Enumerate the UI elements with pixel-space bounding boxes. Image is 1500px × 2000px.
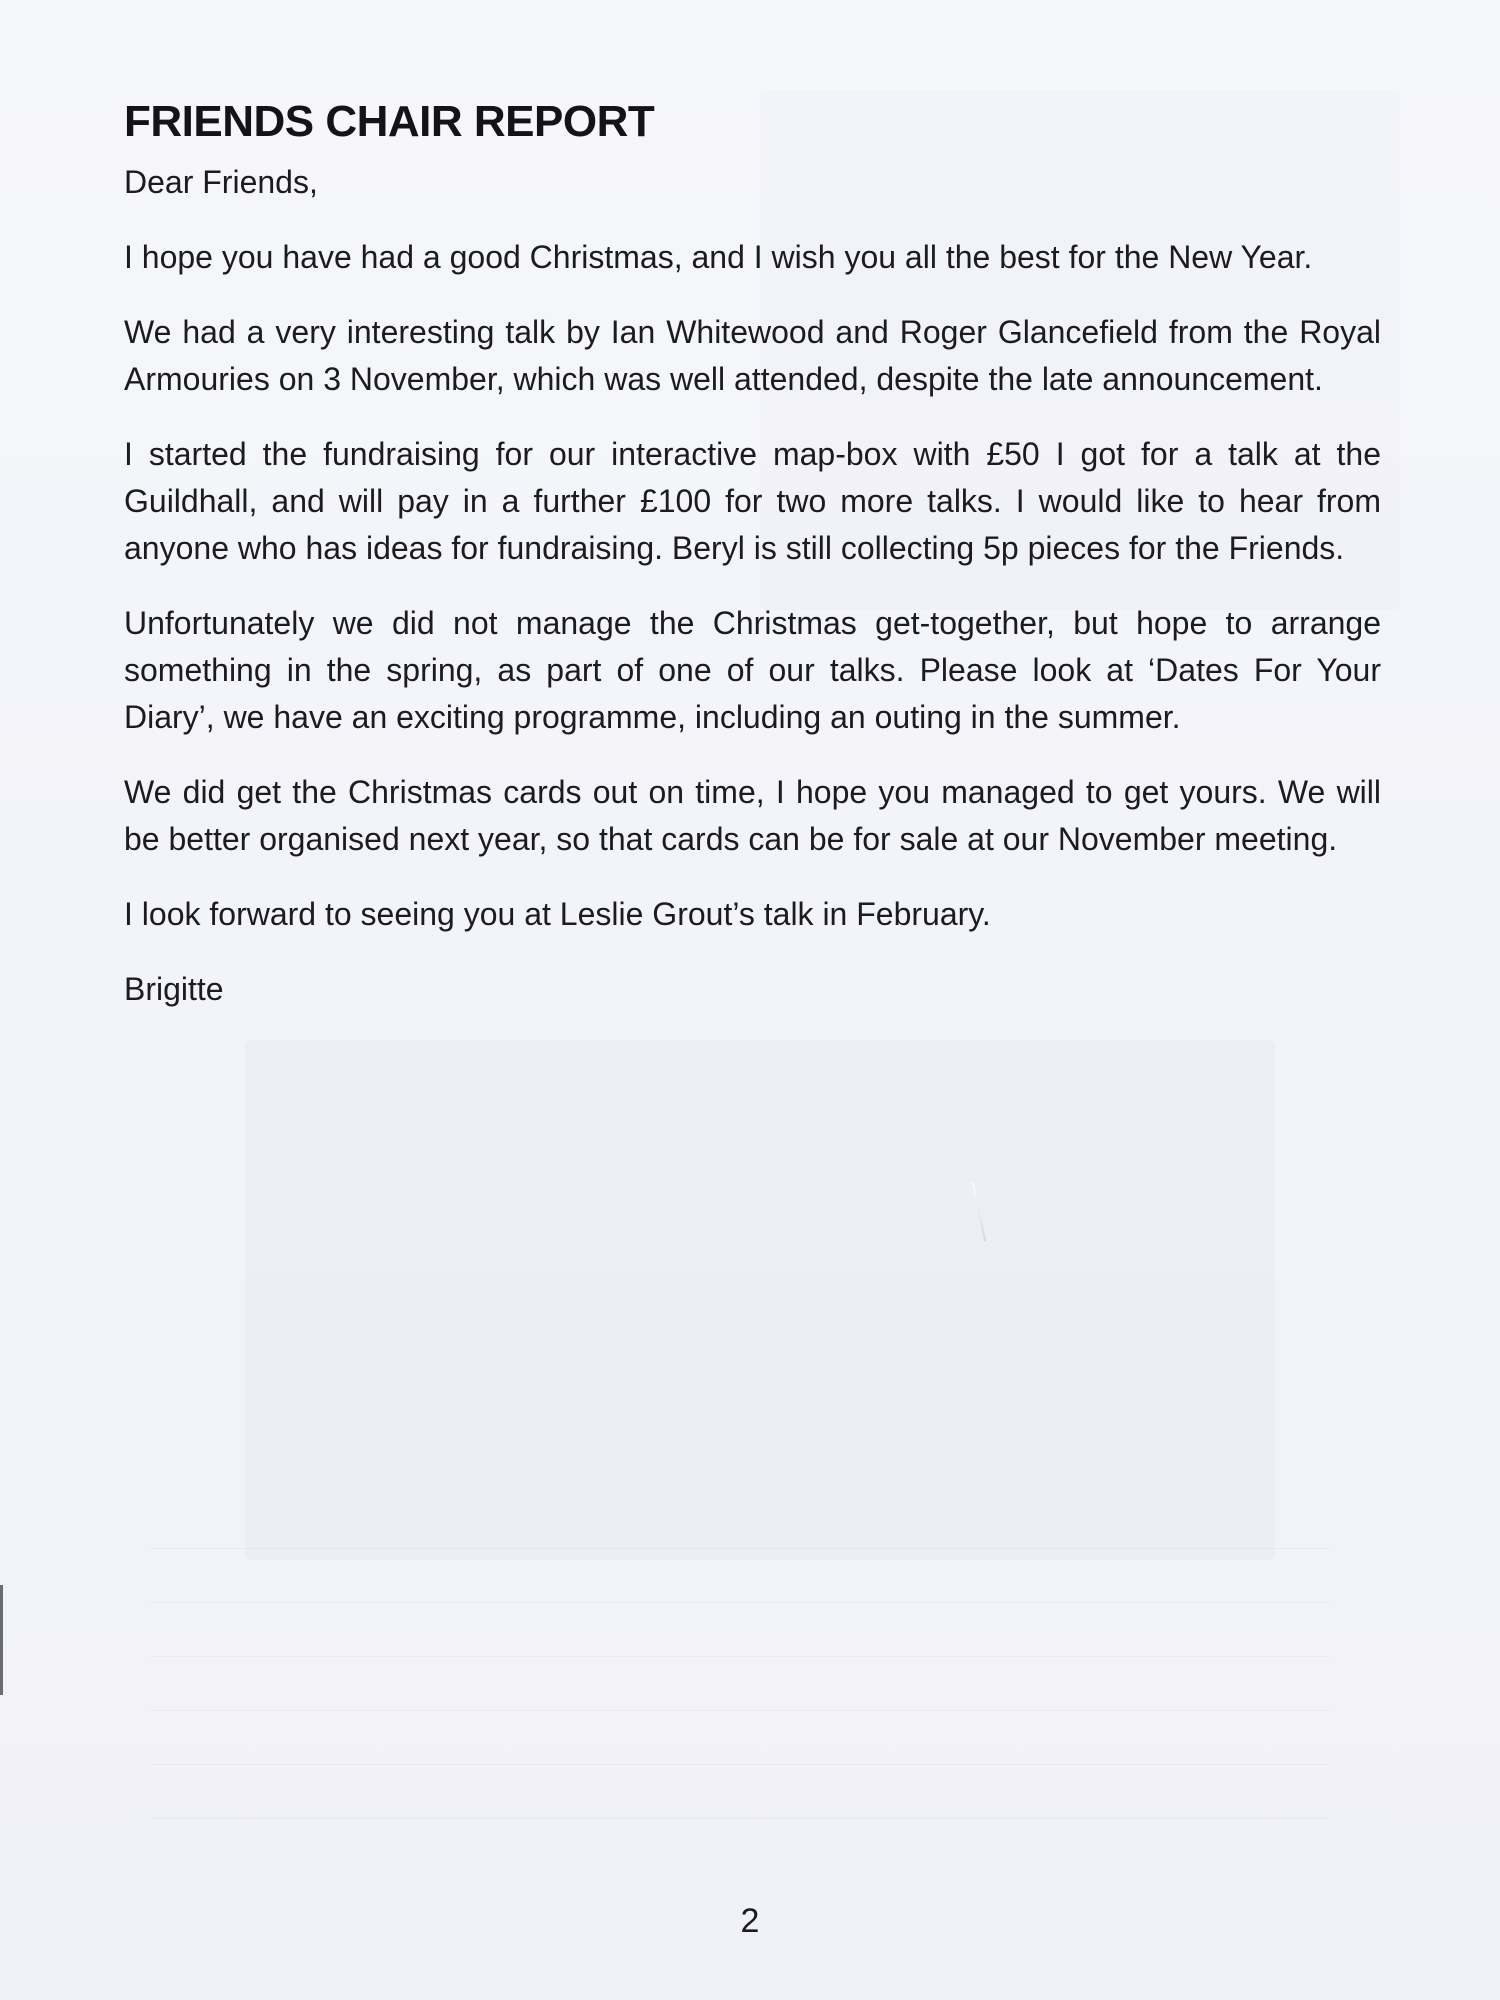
show-through-line: [150, 1818, 1330, 1819]
scan-edge-mark: [0, 1585, 3, 1695]
show-through-line: [150, 1656, 1330, 1657]
show-through-shadow: [245, 1040, 1275, 1560]
show-through-line: [150, 1548, 1330, 1549]
signature: Brigitte: [124, 971, 224, 1007]
paragraph-fundraising: I started the fundraising for our interactive map-box with £50 I got for a talk at the Guildhall, and will pay in a further £100 for two more talks. I would like to hear from anyone who has ideas for fundraising. Beryl is still collecting 5p pieces for the Friends.: [124, 436, 1381, 566]
paragraph-get-together: Unfortunately we did not manage the Christmas get-together, but hope to arrange something in the spring, as part of one of our talks. Please look at ‘Dates For Your Diary’, we have an exciting programme, including an outing in the summer.: [124, 605, 1381, 735]
page-number: 2: [740, 1902, 760, 1940]
salutation: Dear Friends,: [124, 164, 318, 200]
report-title: FRIENDS CHAIR REPORT: [124, 97, 655, 146]
show-through-line: [150, 1602, 1330, 1603]
show-through-line: [150, 1710, 1330, 1711]
paragraph-closing: I look forward to seeing you at Leslie Grout’s talk in February.: [124, 896, 991, 932]
paragraph-christmas-wishes: I hope you have had a good Christmas, and I wish you all the best for the New Year.: [124, 239, 1313, 275]
show-through-line: [150, 1764, 1330, 1765]
paragraph-royal-armouries-talk: We had a very interesting talk by Ian Whitewood and Roger Glancefield from the Royal Armouries on 3 November, which was well attended, despite the late announcement.: [124, 314, 1381, 397]
paragraph-christmas-cards: We did get the Christmas cards out on time, I hope you managed to get yours. We will be better organised next year, so that cards can be for sale at our November meeting.: [124, 774, 1381, 857]
report-content: [124, 95, 1381, 1041]
